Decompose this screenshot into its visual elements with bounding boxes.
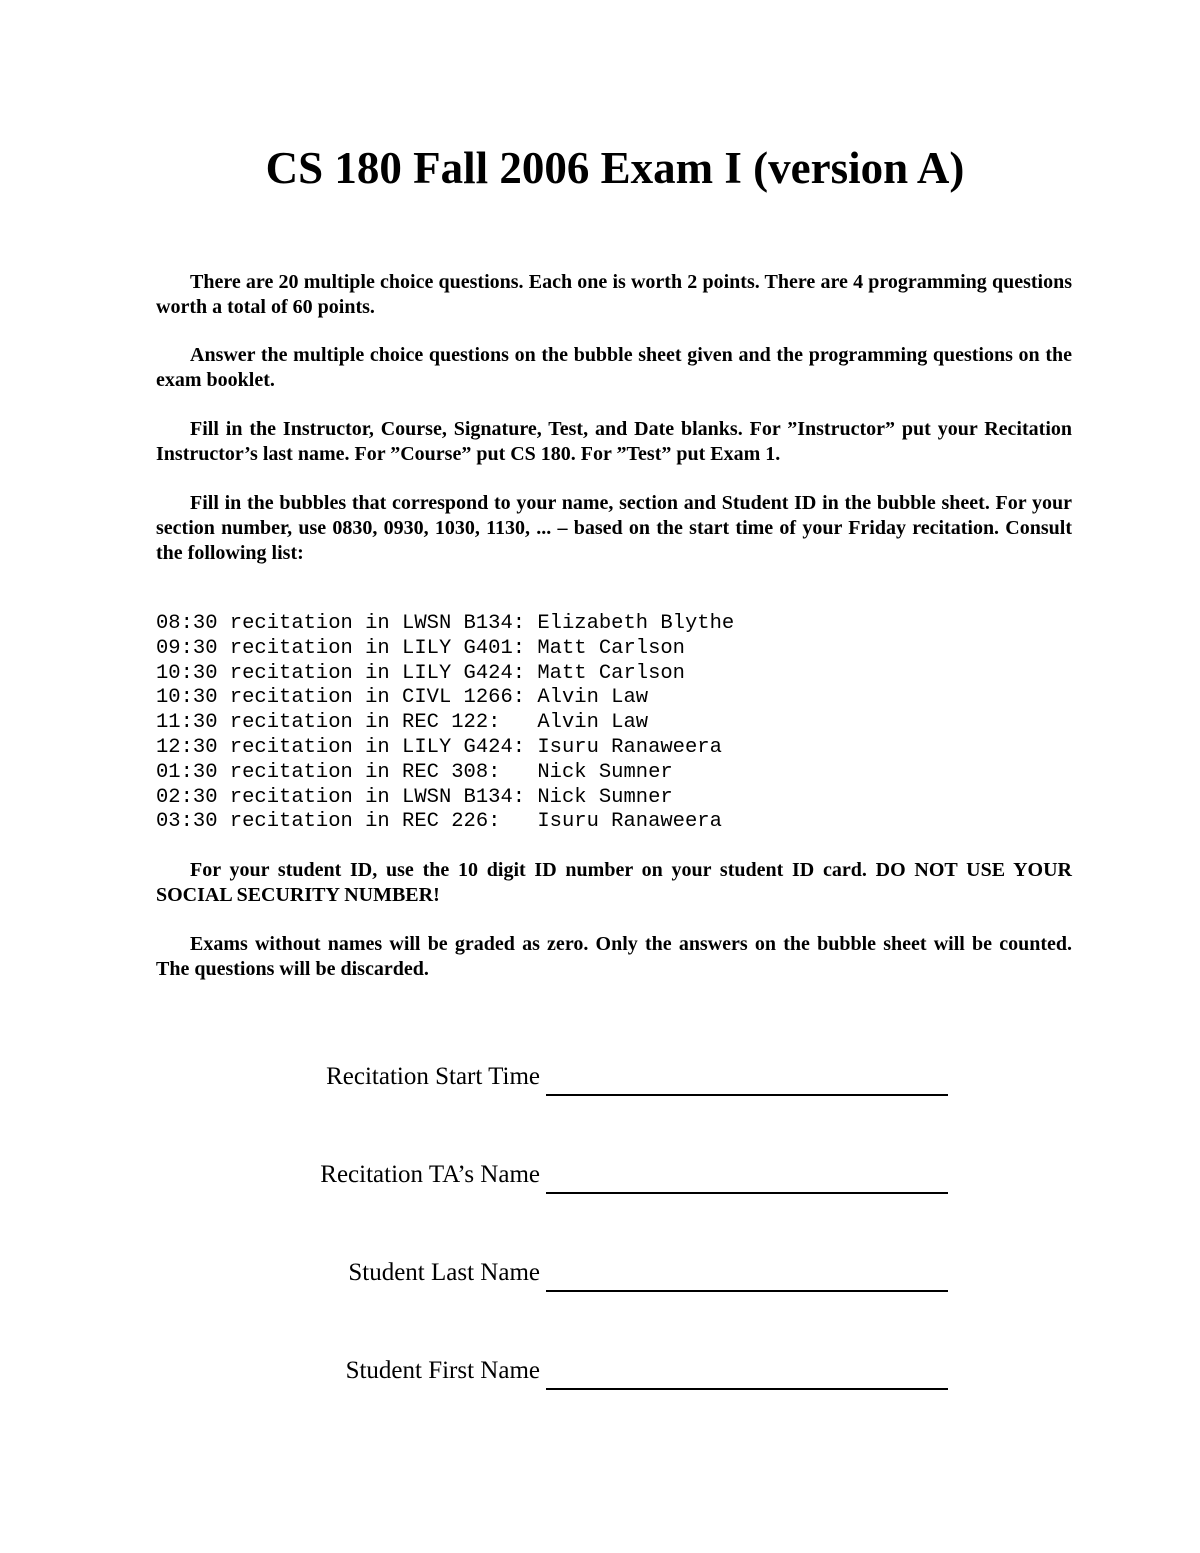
schedule-row: 03:30 recitation in REC 226: Isuru Ranaweera [156, 810, 722, 834]
instructions-paragraph-blanks: Fill in the Instructor, Course, Signature, Test, and Date blanks. For ”Instructor” put your Recitation Instructor’s last name. For ”Course” put CS 180. For ”Test” put Exam 1. [156, 418, 1072, 465]
instructions-paragraph-points: There are 20 multiple choice questions. Each one is worth 2 points. There are 4 programming questions worth a total of 60 points. [156, 271, 1072, 318]
instructions-paragraph-answering: Answer the multiple choice questions on the bubble sheet given and the programming questions on the exam booklet. [156, 344, 1072, 391]
field-blank-line[interactable] [546, 1290, 948, 1292]
field-blank-line[interactable] [546, 1388, 948, 1390]
schedule-row: 02:30 recitation in LWSN B134: Nick Sumner [156, 785, 673, 809]
recitation-start-time-field[interactable] [250, 1062, 950, 1096]
schedule-row: 11:30 recitation in REC 122: Alvin Law [156, 711, 649, 735]
student-first-name-field[interactable] [250, 1356, 950, 1390]
field-label: Recitation Start Time [326, 1063, 540, 1090]
exam-title: CS 180 Fall 2006 Exam I (version A) [265, 143, 965, 193]
schedule-row: 10:30 recitation in LILY G424: Matt Carlson [156, 661, 685, 685]
schedule-row: 10:30 recitation in CIVL 1266: Alvin Law [156, 686, 649, 710]
instructions-paragraph-student-id: For your student ID, use the 10 digit ID number on your student ID card. DO NOT USE YOUR SOCIAL SECURITY NUMBER! [156, 859, 1072, 906]
schedule-row: 12:30 recitation in LILY G424: Isuru Ranaweera [156, 735, 722, 759]
instructions-paragraph-grading: Exams without names will be graded as zero. Only the answers on the bubble sheet will be counted. The questions will be discarded. [156, 933, 1072, 980]
field-label: Recitation TA’s Name [320, 1161, 540, 1188]
schedule-row: 09:30 recitation in LILY G401: Matt Carlson [156, 636, 685, 660]
recitation-schedule [156, 612, 734, 835]
instructions-paragraph-bubbles: Fill in the bubbles that correspond to your name, section and Student ID in the bubble sheet. For your section number, use 0830, 0930, 1030, 1130, ... – based on the start time of your Friday recitation. Consult the following list: [156, 492, 1072, 564]
schedule-row: 08:30 recitation in LWSN B134: Elizabeth Blythe [156, 612, 735, 635]
student-last-name-field[interactable] [250, 1258, 950, 1292]
field-blank-line[interactable] [546, 1192, 948, 1194]
schedule-row: 01:30 recitation in REC 308: Nick Sumner [156, 760, 673, 784]
field-label: Student Last Name [348, 1259, 540, 1286]
field-label: Student First Name [345, 1357, 540, 1384]
field-blank-line[interactable] [546, 1094, 948, 1096]
recitation-ta-name-field[interactable] [250, 1160, 950, 1194]
